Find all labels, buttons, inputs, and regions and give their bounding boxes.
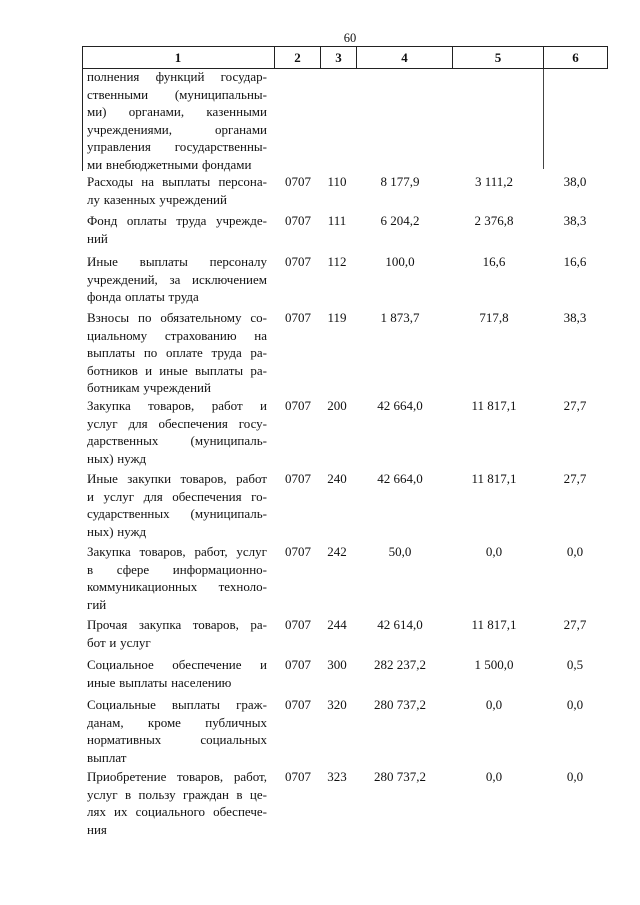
row-description bbox=[87, 253, 267, 306]
executed-amount: 11 817,1 bbox=[471, 617, 517, 632]
section-code: 0707 bbox=[285, 617, 311, 632]
description-line: ственными (муниципальны- bbox=[87, 86, 267, 102]
description-line: и услуг для обеспечения го- bbox=[87, 488, 267, 504]
expense-type-code: 240 bbox=[327, 471, 347, 486]
row-description bbox=[87, 656, 267, 691]
planned-amount: 50,0 bbox=[388, 544, 412, 559]
description-line: ботников и иные выплаты ра- bbox=[87, 362, 267, 378]
section-code: 0707 bbox=[285, 697, 311, 712]
planned-amount: 6 204,2 bbox=[380, 213, 420, 228]
execution-percent: 38,3 bbox=[563, 310, 587, 325]
description-line: Иные закупки товаров, работ bbox=[87, 471, 267, 486]
execution-percent: 0,0 bbox=[566, 697, 584, 712]
description-line: в сфере информационно- bbox=[87, 561, 267, 577]
description-line: услуг для обеспечения госу- bbox=[87, 415, 267, 431]
section-code: 0707 bbox=[285, 398, 311, 413]
expense-type-code: 111 bbox=[327, 213, 347, 228]
row-description bbox=[87, 68, 267, 173]
expense-type-code: 200 bbox=[327, 398, 347, 413]
expense-type-code: 110 bbox=[327, 174, 347, 189]
expense-type-code: 320 bbox=[327, 697, 347, 712]
row-description bbox=[87, 309, 267, 397]
header-divider bbox=[607, 46, 608, 69]
section-code: 0707 bbox=[285, 657, 311, 672]
description-line: ных) нужд bbox=[87, 450, 147, 466]
description-line: ния bbox=[87, 821, 107, 837]
expense-type-code: 300 bbox=[327, 657, 347, 672]
header-col-3: 3 bbox=[335, 50, 342, 65]
execution-percent: 27,7 bbox=[563, 398, 587, 413]
description-line: учреждениями, органами bbox=[87, 121, 267, 137]
expense-type-code: 323 bbox=[327, 769, 347, 784]
executed-amount: 11 817,1 bbox=[471, 398, 517, 413]
description-line: ний bbox=[87, 230, 108, 246]
page-number: 60 bbox=[343, 31, 357, 45]
row-description bbox=[87, 212, 267, 247]
execution-percent: 38,3 bbox=[563, 213, 587, 228]
planned-amount: 8 177,9 bbox=[380, 174, 420, 189]
description-line: дарственных (муниципаль- bbox=[87, 433, 267, 448]
description-line: сударственных (муниципаль- bbox=[87, 506, 267, 521]
description-line: ми) органами, казенными bbox=[87, 104, 267, 119]
execution-percent: 0,0 bbox=[566, 769, 584, 784]
header-col-2: 2 bbox=[294, 50, 301, 65]
description-line: Социальные выплаты граж- bbox=[87, 697, 267, 712]
execution-percent: 27,7 bbox=[563, 471, 587, 486]
header-top-rule bbox=[82, 46, 608, 47]
planned-amount: 282 237,2 bbox=[374, 657, 426, 672]
execution-percent: 16,6 bbox=[563, 254, 587, 269]
executed-amount: 3 111,2 bbox=[474, 174, 514, 189]
description-line: лу казенных учреждений bbox=[87, 191, 227, 207]
section-code: 0707 bbox=[285, 544, 311, 559]
description-line: Иные выплаты персоналу bbox=[87, 254, 267, 269]
description-line: Приобретение товаров, работ, bbox=[87, 769, 267, 784]
description-line: иные выплаты населению bbox=[87, 674, 232, 690]
executed-amount: 0,0 bbox=[485, 544, 503, 559]
header-col-6: 6 bbox=[572, 50, 579, 65]
description-line: ми внебюджетными фондами bbox=[87, 156, 252, 172]
executed-amount: 717,8 bbox=[479, 310, 509, 325]
planned-amount: 280 737,2 bbox=[374, 697, 426, 712]
expense-type-code: 119 bbox=[327, 310, 347, 325]
row-description bbox=[87, 173, 267, 208]
description-line: Расходы на выплаты персона- bbox=[87, 174, 267, 189]
section-code: 0707 bbox=[285, 769, 311, 784]
header-col-4: 4 bbox=[401, 50, 408, 65]
description-line: ботникам учреждений bbox=[87, 380, 211, 395]
executed-amount: 0,0 bbox=[485, 697, 503, 712]
execution-percent: 0,0 bbox=[566, 544, 584, 559]
planned-amount: 1 873,7 bbox=[380, 310, 420, 325]
description-line: Фонд оплаты труда учрежде- bbox=[87, 213, 267, 228]
header-col-5: 5 bbox=[494, 50, 502, 65]
execution-percent: 0,5 bbox=[566, 657, 584, 672]
section-code: 0707 bbox=[285, 174, 311, 189]
executed-amount: 16,6 bbox=[482, 254, 506, 269]
row-description bbox=[87, 397, 267, 467]
description-line: управления государственны- bbox=[87, 139, 267, 154]
row-description bbox=[87, 616, 267, 651]
row-description bbox=[87, 470, 267, 540]
description-line: выплат bbox=[87, 749, 127, 765]
description-line: коммуникационных техноло- bbox=[87, 579, 267, 594]
description-line: фонда оплаты труда bbox=[87, 289, 199, 304]
description-line: ных) нужд bbox=[87, 523, 147, 539]
description-line: Социальное обеспечение и bbox=[87, 657, 267, 672]
description-line: циальному страхованию на bbox=[87, 327, 267, 343]
description-line: выплаты по оплате труда ра- bbox=[87, 345, 267, 360]
description-line: данам, кроме публичных bbox=[87, 714, 267, 730]
description-line: Закупка товаров, работ, услуг bbox=[87, 544, 267, 559]
description-line: гий bbox=[87, 596, 107, 612]
value-column-rule bbox=[543, 69, 544, 169]
executed-amount: 1 500,0 bbox=[474, 657, 514, 672]
executed-amount: 0,0 bbox=[485, 769, 503, 784]
description-line: полнения функций государ- bbox=[87, 69, 267, 84]
description-line: Прочая закупка товаров, ра- bbox=[87, 617, 267, 632]
planned-amount: 42 614,0 bbox=[377, 617, 423, 632]
description-line: Взносы по обязательному со- bbox=[87, 310, 267, 325]
planned-amount: 42 664,0 bbox=[377, 471, 423, 486]
section-code: 0707 bbox=[285, 213, 311, 228]
expense-type-code: 244 bbox=[327, 617, 347, 632]
planned-amount: 100,0 bbox=[385, 254, 415, 269]
expense-type-code: 242 bbox=[327, 544, 347, 559]
planned-amount: 42 664,0 bbox=[377, 398, 423, 413]
description-line: бот и услуг bbox=[87, 634, 151, 650]
execution-percent: 38,0 bbox=[563, 174, 587, 189]
description-line: Закупка товаров, работ и bbox=[87, 398, 267, 413]
header-col-1: 1 bbox=[174, 50, 182, 65]
section-code: 0707 bbox=[285, 254, 311, 269]
section-code: 0707 bbox=[285, 471, 311, 486]
description-line: нормативных социальных bbox=[87, 732, 267, 747]
description-line: лях их социального обеспече- bbox=[87, 804, 267, 819]
execution-percent: 27,7 bbox=[563, 617, 587, 632]
row-description bbox=[87, 768, 267, 838]
section-code: 0707 bbox=[285, 310, 311, 325]
executed-amount: 11 817,1 bbox=[471, 471, 517, 486]
planned-amount: 280 737,2 bbox=[374, 769, 426, 784]
expense-type-code: 112 bbox=[327, 254, 347, 269]
row-description bbox=[87, 696, 267, 766]
description-line: учреждений, за исключением bbox=[87, 271, 267, 287]
row-description bbox=[87, 543, 267, 613]
description-line: услуг в пользу граждан в це- bbox=[87, 786, 267, 802]
executed-amount: 2 376,8 bbox=[474, 213, 514, 228]
